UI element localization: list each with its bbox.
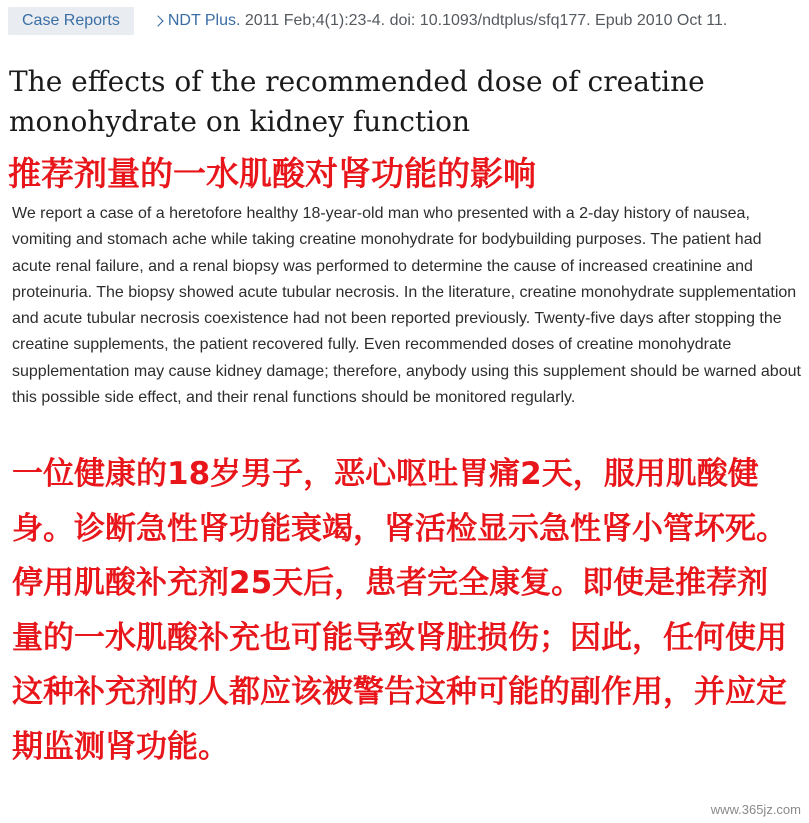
citation-details: 2011 Feb;4(1):23-4. doi: 10.1093/ndtplus/sfq177. Epub 2010 Oct 11. xyxy=(240,12,728,29)
article-title-chinese: 推荐剂量的一水肌酸对肾功能的影响 xyxy=(8,154,536,193)
abstract-text: We report a case of a heretofore healthy 18-year-old man who presented with a 2-day history of nausea, vomiting and stomach ache while taking creatine monohydrate for bodybuilding purposes. The patient had acute renal failure, and a renal biopsy was performed to determine the cause of increased creatinine and proteinuria. The biopsy showed acute tubular necrosis. In the literature, creatine monohydrate supplementation and acute tubular necrosis coexistence had not been reported previously. Twenty-five days after stopping the creatine supplements, the patient recovered fully. Even recommended doses of creatine monohydrate supplementation may cause kidney damage; therefore, anybody using this supplement should be warned about this possible side effect, and their renal functions should be monitored regularly. xyxy=(12,205,801,407)
citation-text xyxy=(168,12,727,30)
site-watermark: www.365jz.com xyxy=(710,802,801,817)
article-type-badge[interactable]: Case Reports xyxy=(8,7,134,35)
article-title: The effects of the recommended dose of creatine monohydrate on kidney function xyxy=(9,65,705,138)
chinese-summary: 一位健康的18岁男子，恶心呕吐胃痛2天，服用肌酸健身。诊断急性肾功能衰竭，肾活检显示急性肾小管坏死。停用肌酸补充剂25天后，患者完全康复。即使是推荐剂量的一水肌酸补充也可能导致肾脏损伤；因此，任何使用这种补充剂的人都应该被警告这种可能的副作用，并应定期监测肾功能。 xyxy=(12,456,787,765)
citation-bar xyxy=(8,6,727,36)
journal-link[interactable]: NDT Plus. xyxy=(167,12,241,29)
chevron-right-icon xyxy=(152,15,163,26)
